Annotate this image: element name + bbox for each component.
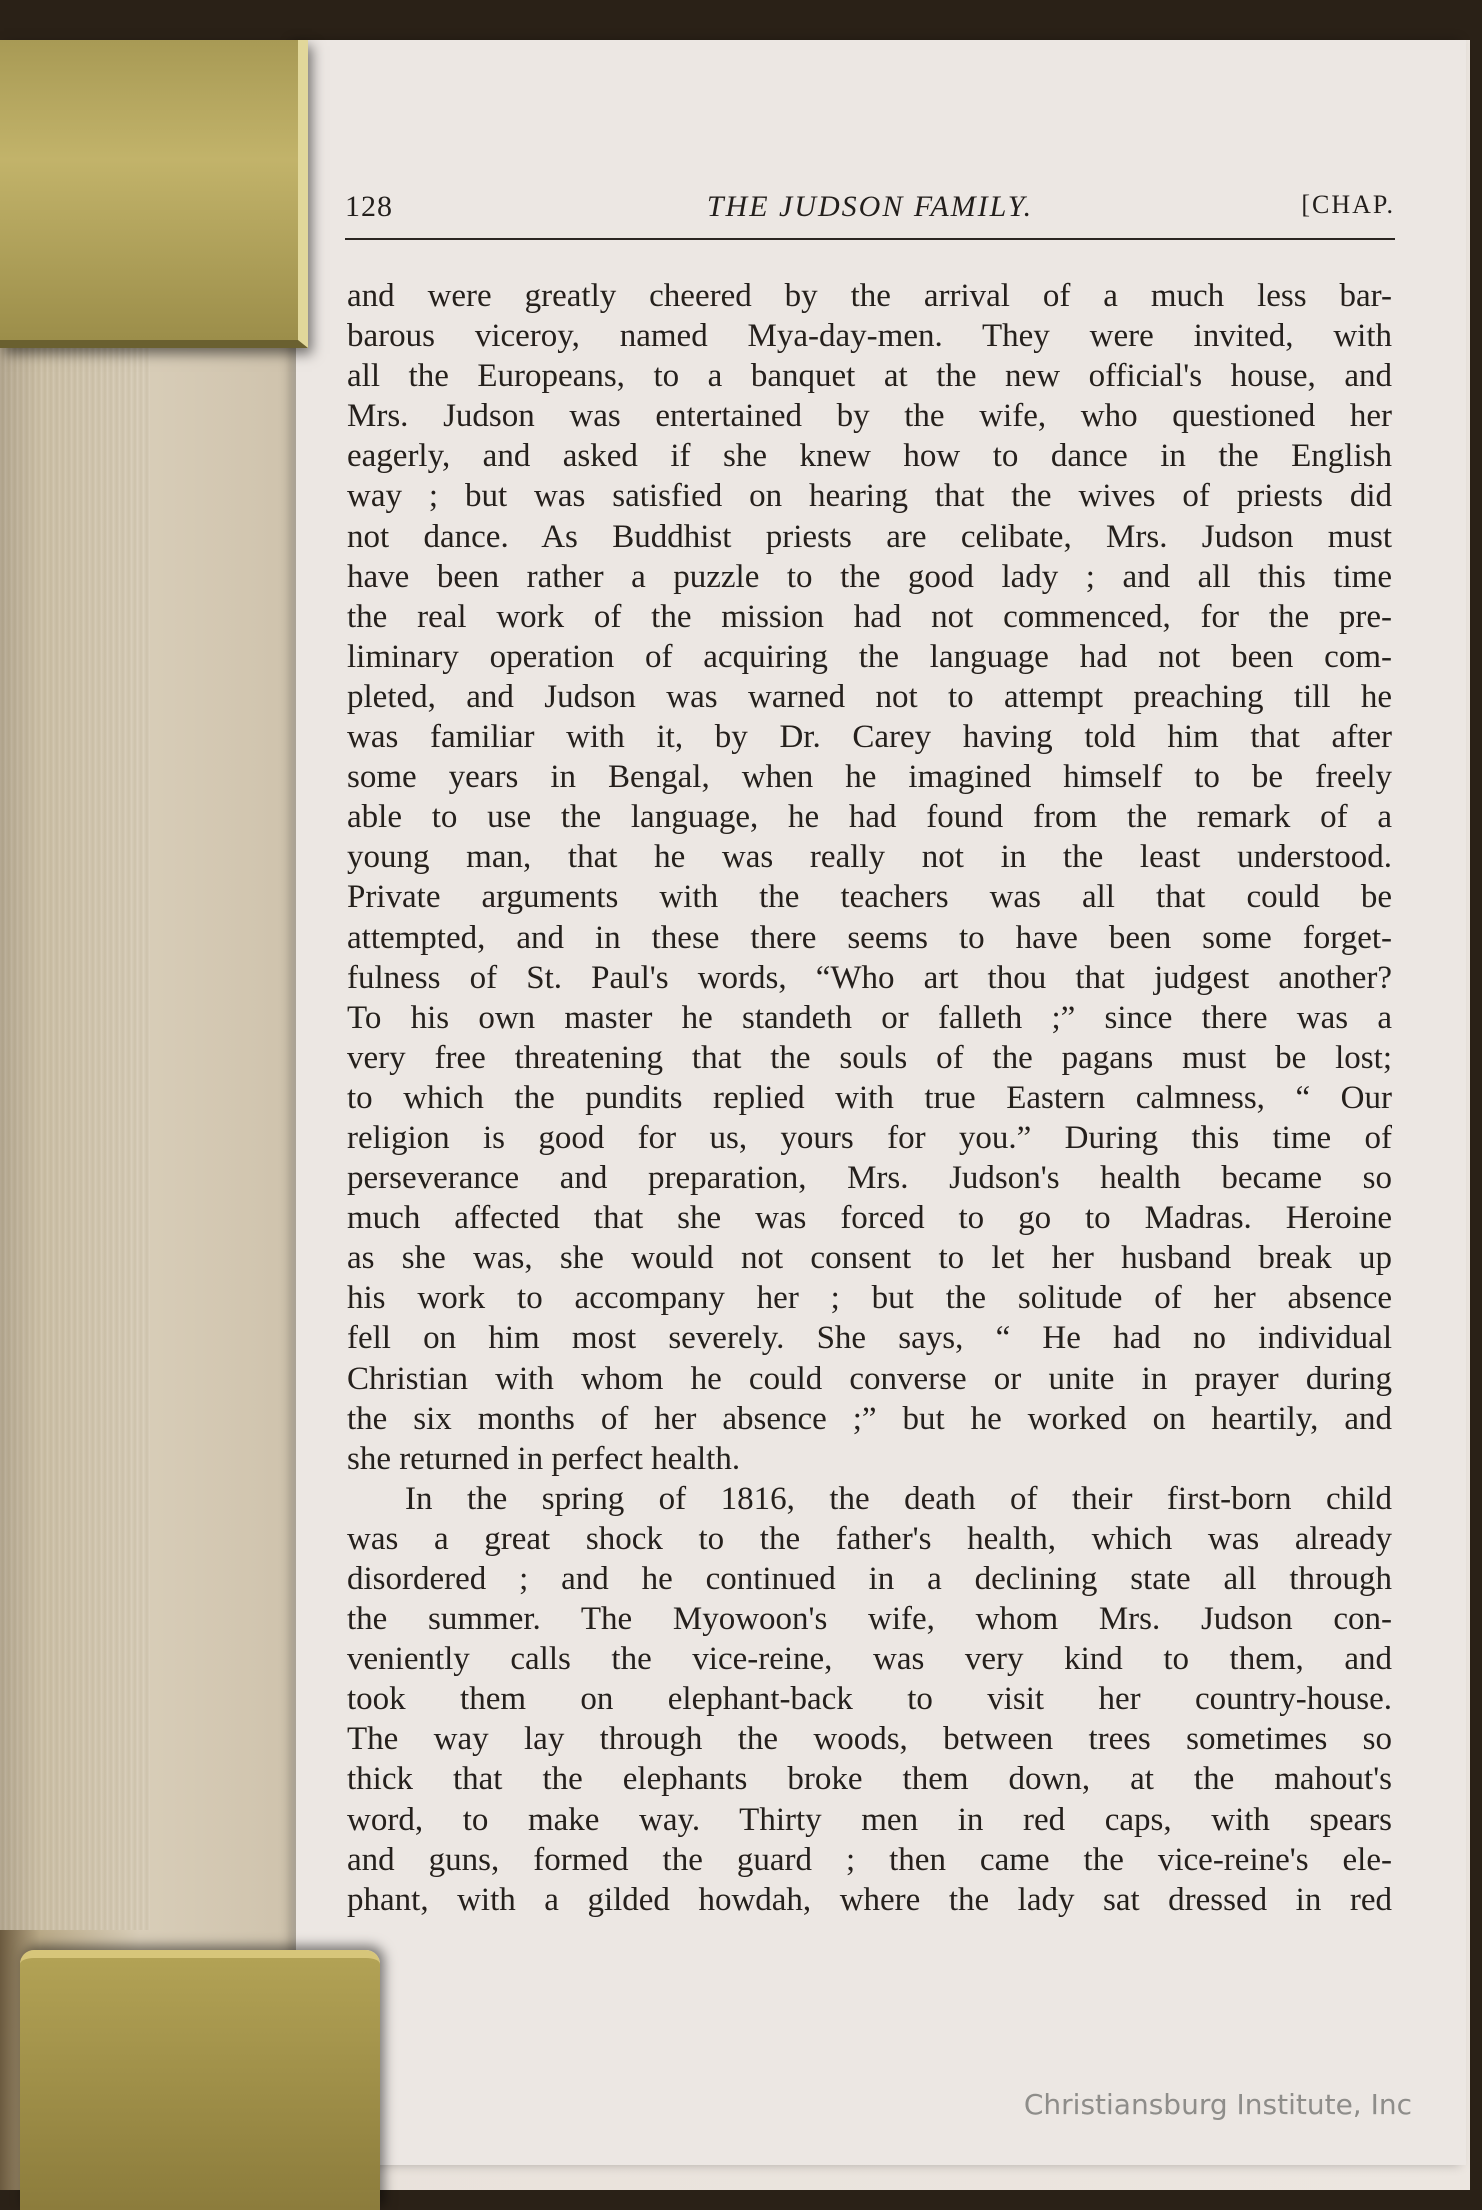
text-line: have been rather a puzzle to the good lady ; and all this time: [347, 558, 1392, 595]
text-line: his work to accompany her ; but the solitude of her absence: [347, 1280, 1392, 1317]
body-text: [347, 276, 1392, 1920]
text-line: Christian with whom he could converse or unite in prayer during: [347, 1360, 1392, 1397]
text-line: religion is good for us, yours for you.” During this time of: [347, 1119, 1392, 1156]
text-line: veniently calls the vice-reine, was very kind to them, and: [347, 1641, 1392, 1678]
text-line: was a great shock to the father's health, which was already: [347, 1520, 1392, 1557]
text-line: and guns, formed the guard ; then came the vice-reine's ele-: [347, 1841, 1392, 1878]
text-line: liminary operation of acquiring the language had not been com-: [347, 638, 1392, 675]
page-edges-stack: [0, 330, 150, 1930]
text-line: able to use the language, he had found from the remark of a: [347, 799, 1392, 836]
text-line: perseverance and preparation, Mrs. Judson's health became so: [347, 1160, 1392, 1197]
text-line: way ; but was satisfied on hearing that the wives of priests did: [347, 478, 1392, 515]
text-line: disordered ; and he continued in a declining state all through: [347, 1561, 1392, 1597]
text-line: The way lay through the woods, between trees sometimes so: [347, 1721, 1392, 1758]
text-line: phant, with a gilded howdah, where the lady sat dressed in red: [347, 1881, 1392, 1918]
text-line: eagerly, and asked if she knew how to dance in the English: [347, 438, 1392, 475]
text-line: Mrs. Judson was entertained by the wife, who questioned her: [347, 398, 1392, 435]
text-line: all the Europeans, to a banquet at the new official's house, and: [347, 358, 1392, 395]
text-line: was familiar with it, by Dr. Carey having told him that after: [347, 719, 1392, 756]
text-line: barous viceroy, named Mya-day-men. They were invited, with: [347, 318, 1392, 355]
text-line: as she was, she would not consent to let her husband break up: [347, 1240, 1392, 1277]
text-line: the summer. The Myowoon's wife, whom Mrs. Judson con-: [347, 1601, 1392, 1638]
text-line-paragraph-end: she returned in perfect health.: [347, 1440, 741, 1477]
book-title: THE JUDSON FAMILY.: [706, 190, 1034, 223]
text-line: the six months of her absence ;” but he worked on heartily, and: [347, 1400, 1392, 1437]
text-line: To his own master he standeth or falleth ;” since there was a: [347, 999, 1392, 1036]
text-line: to which the pundits replied with true Eastern calmness, “ Our: [347, 1079, 1392, 1116]
bottom-page-clip: [20, 1950, 380, 2210]
text-line: much affected that she was forced to go to Madras. Heroine: [347, 1200, 1392, 1237]
chapter-label: [CHAP.: [1301, 190, 1395, 219]
text-line: fulness of St. Paul's words, “Who art thou that judgest another?: [347, 959, 1392, 996]
text-line: thick that the elephants broke them down, at the mahout's: [347, 1761, 1392, 1798]
text-line-paragraph-start: In the spring of 1816, the death of their first-born child: [405, 1480, 1392, 1517]
text-line: fell on him most severely. She says, “ He had no individual: [347, 1320, 1392, 1357]
top-page-clip: [0, 40, 308, 348]
watermark: Christiansburg Institute, Inc: [1023, 2088, 1412, 2121]
text-line: Private arguments with the teachers was all that could be: [347, 879, 1392, 916]
text-line: attempted, and in these there seems to have been some forget-: [347, 919, 1392, 956]
text-line: the real work of the mission had not commenced, for the pre-: [347, 598, 1392, 635]
text-line: word, to make way. Thirty men in red caps, with spears: [347, 1801, 1392, 1838]
text-line: not dance. As Buddhist priests are celibate, Mrs. Judson must: [347, 518, 1392, 555]
text-line: took them on elephant-back to visit her country-house.: [347, 1681, 1392, 1718]
text-line: some years in Bengal, when he imagined himself to be freely: [347, 759, 1392, 796]
page-number: 128: [345, 190, 393, 223]
text-line: young man, that he was really not in the least understood.: [347, 839, 1392, 876]
text-line: very free threatening that the souls of the pagans must be lost;: [347, 1039, 1392, 1076]
text-line: and were greatly cheered by the arrival of a much less bar-: [347, 278, 1392, 314]
text-line: pleted, and Judson was warned not to attempt preaching till he: [347, 678, 1392, 715]
running-header: [345, 190, 1395, 240]
